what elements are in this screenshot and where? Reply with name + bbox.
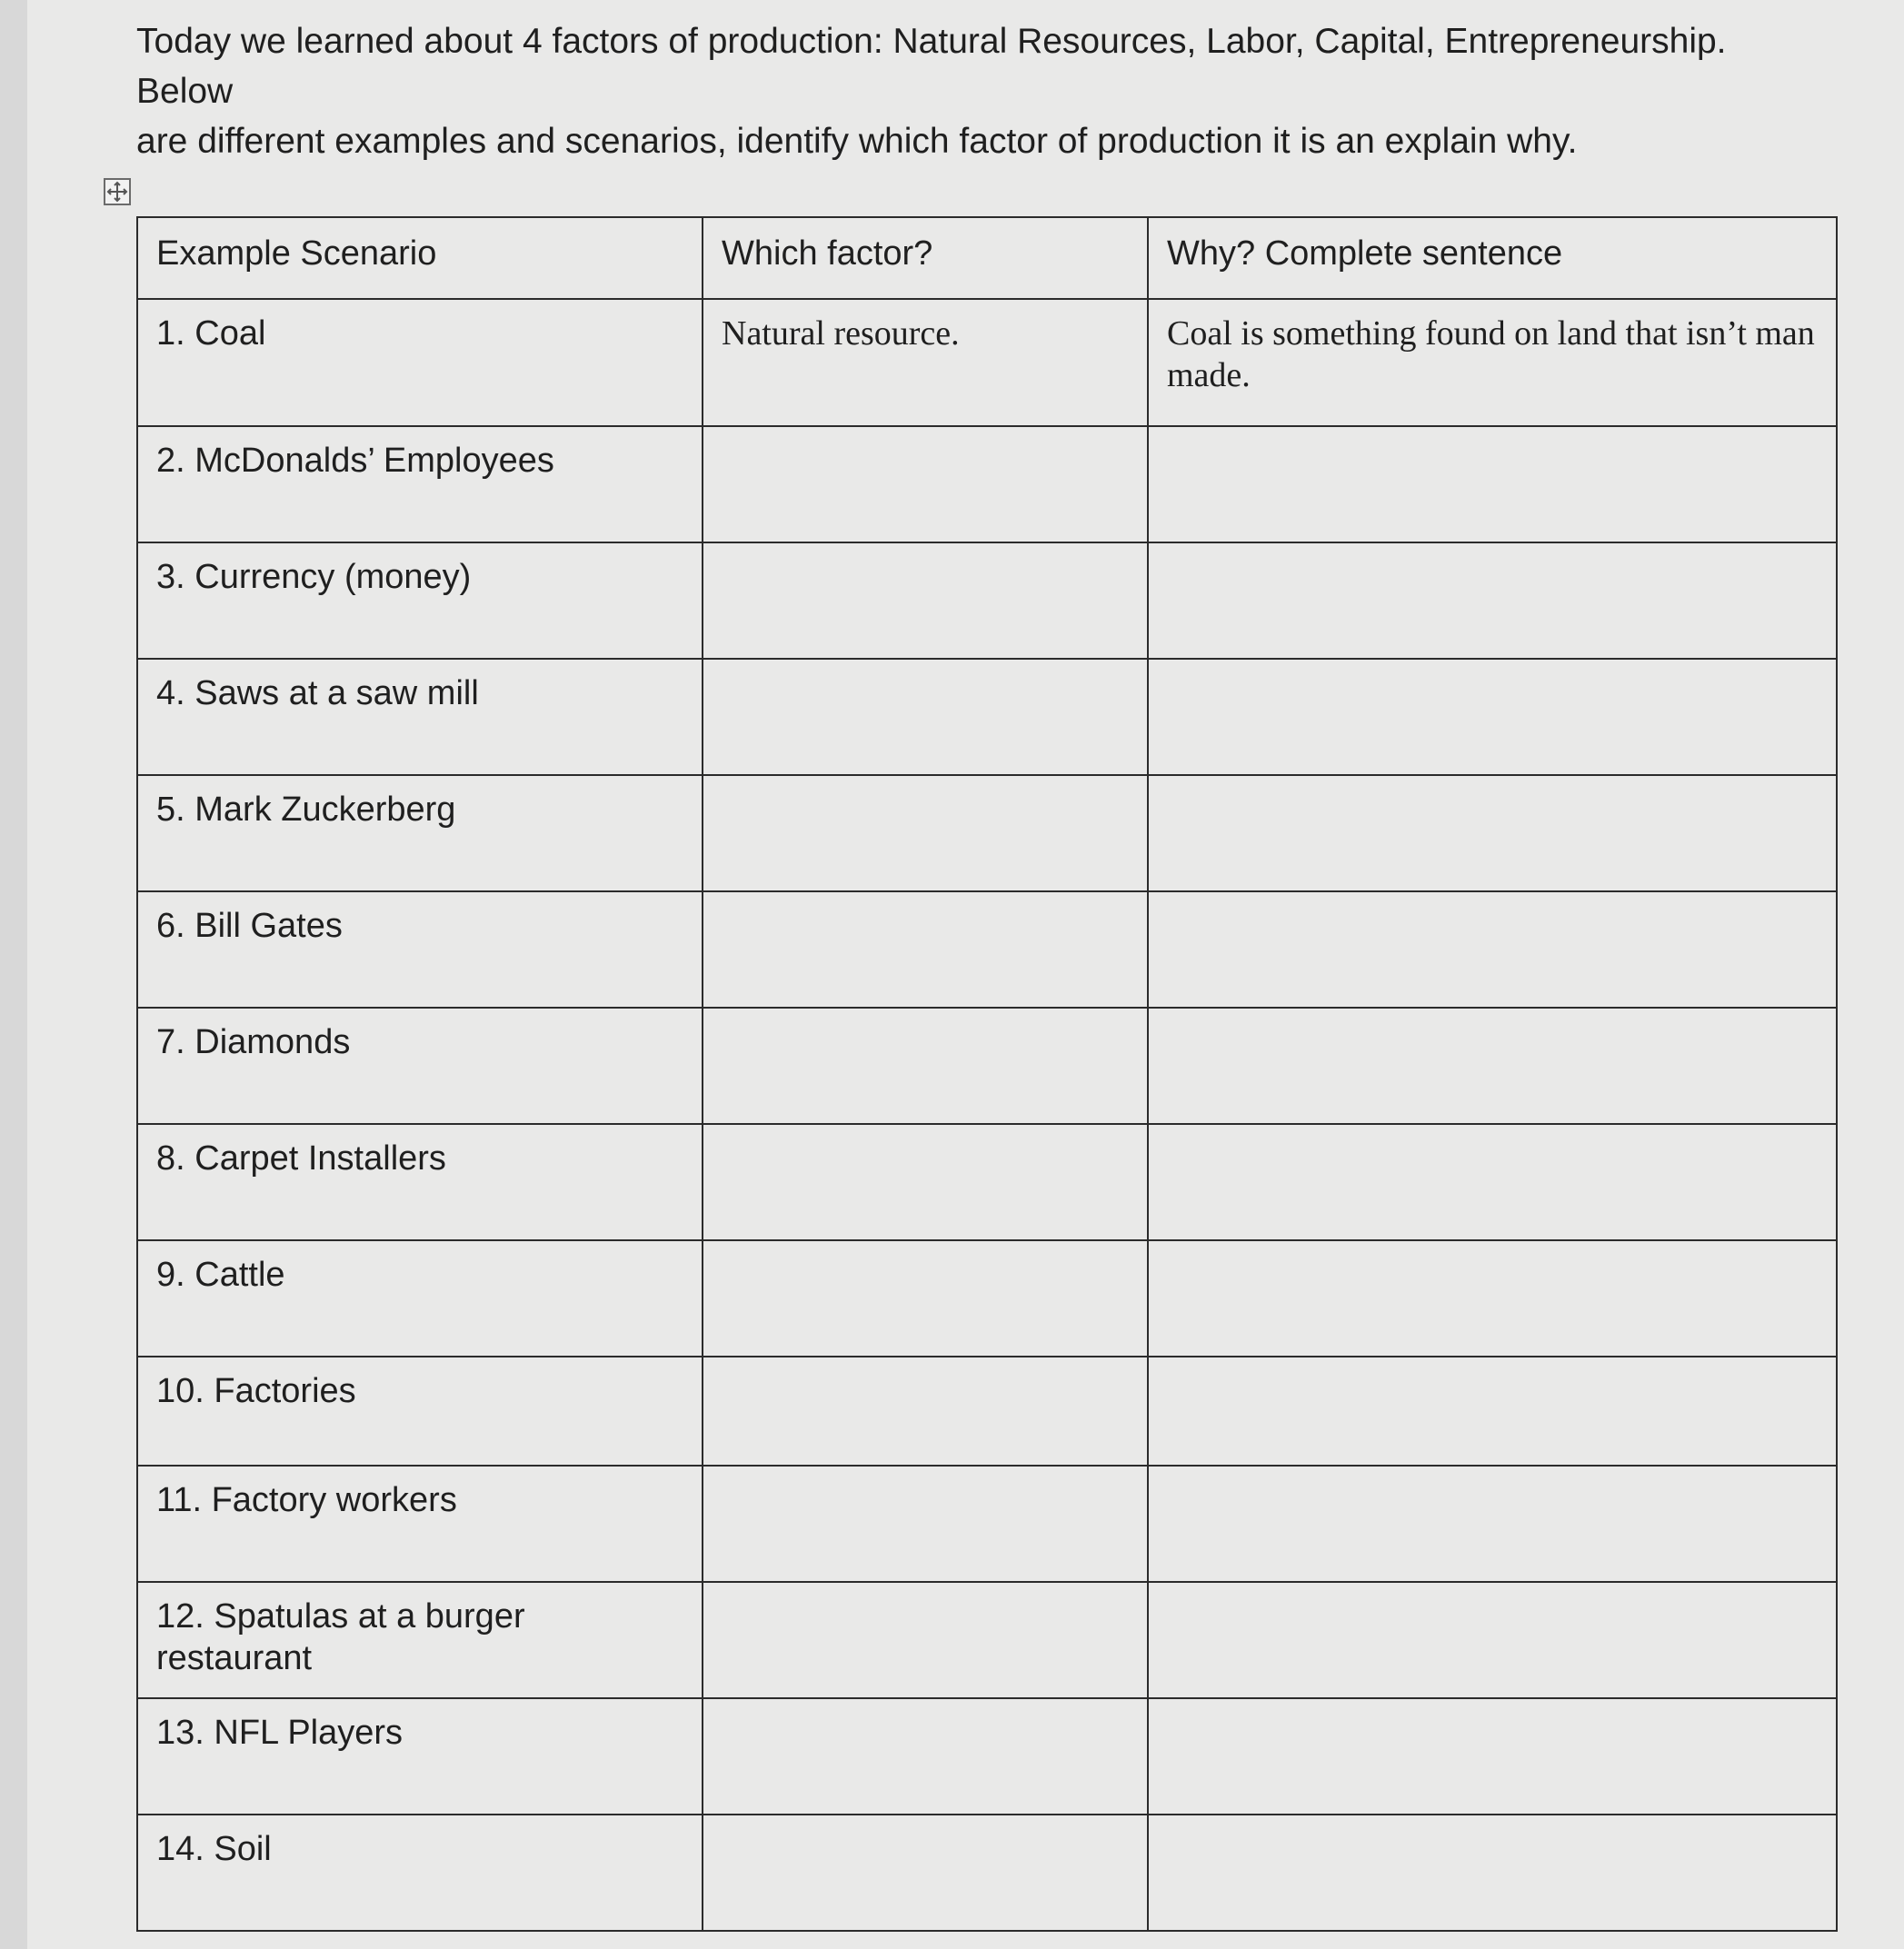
header-example-scenario: Example Scenario [137, 217, 703, 299]
scenario-cell: 1. Coal [137, 299, 703, 426]
scenario-cell: 6. Bill Gates [137, 891, 703, 1008]
scenario-cell: 7. Diamonds [137, 1008, 703, 1124]
factor-cell[interactable] [703, 775, 1148, 891]
scenario-cell: 3. Currency (money) [137, 542, 703, 659]
scenario-cell: 12. Spatulas at a burger restaurant [137, 1582, 703, 1698]
scenario-cell: 4. Saws at a saw mill [137, 659, 703, 775]
table-row [137, 1008, 1837, 1124]
table-row [137, 426, 1837, 542]
scenario-cell: 10. Factories [137, 1357, 703, 1466]
table-row [137, 659, 1837, 775]
factor-cell[interactable] [703, 1698, 1148, 1815]
scenario-cell: 5. Mark Zuckerberg [137, 775, 703, 891]
factor-cell[interactable] [703, 1815, 1148, 1931]
why-cell[interactable] [1148, 1815, 1837, 1931]
why-cell[interactable] [1148, 1582, 1837, 1698]
why-cell[interactable] [1148, 1008, 1837, 1124]
factor-cell[interactable] [703, 1466, 1148, 1582]
table-row [137, 1124, 1837, 1240]
table-row [137, 1815, 1837, 1931]
table-row [137, 542, 1837, 659]
why-cell[interactable] [1148, 659, 1837, 775]
table-row [137, 775, 1837, 891]
header-why: Why? Complete sentence [1148, 217, 1837, 299]
why-cell[interactable] [1148, 426, 1837, 542]
instructions-line-2: are different examples and scenarios, identify which factor of production it is an explain why. [136, 122, 1578, 161]
why-cell[interactable] [1148, 1466, 1837, 1582]
factor-cell[interactable] [703, 1357, 1148, 1466]
scenario-cell: 8. Carpet Installers [137, 1124, 703, 1240]
scenario-cell: 9. Cattle [137, 1240, 703, 1357]
why-cell[interactable] [1148, 775, 1837, 891]
why-cell[interactable] [1148, 542, 1837, 659]
why-cell[interactable] [1148, 1124, 1837, 1240]
scenario-cell: 11. Factory workers [137, 1466, 703, 1582]
factor-cell[interactable] [703, 1582, 1148, 1698]
table-row [137, 1698, 1837, 1815]
factor-cell[interactable] [703, 1124, 1148, 1240]
factor-cell[interactable] [703, 542, 1148, 659]
scenario-cell: 2. McDonalds’ Employees [137, 426, 703, 542]
table-header-row [137, 217, 1837, 299]
table-move-handle-icon[interactable] [104, 178, 131, 205]
why-cell[interactable] [1148, 891, 1837, 1008]
table-row [137, 891, 1837, 1008]
why-cell[interactable] [1148, 1240, 1837, 1357]
table-row [137, 1466, 1837, 1582]
instructions-paragraph [136, 16, 1818, 166]
table-row [137, 1357, 1837, 1466]
why-cell[interactable]: Coal is something found on land that isn’t man made. [1148, 299, 1837, 426]
header-which-factor: Which factor? [703, 217, 1148, 299]
table-row [137, 1582, 1837, 1698]
instructions-line-1: Today we learned about 4 factors of production: Natural Resources, Labor, Capital, Entrepreneurship. Below [136, 22, 1727, 111]
factor-cell[interactable] [703, 1240, 1148, 1357]
scenario-cell: 13. NFL Players [137, 1698, 703, 1815]
factor-cell[interactable] [703, 1008, 1148, 1124]
factor-cell[interactable]: Natural resource. [703, 299, 1148, 426]
table-row [137, 1240, 1837, 1357]
page-edge [0, 0, 27, 1949]
why-cell[interactable] [1148, 1357, 1837, 1466]
factor-cell[interactable] [703, 659, 1148, 775]
scenario-cell: 14. Soil [137, 1815, 703, 1931]
table-row [137, 299, 1837, 426]
why-cell[interactable] [1148, 1698, 1837, 1815]
factors-table [136, 216, 1838, 1932]
factor-cell[interactable] [703, 426, 1148, 542]
factor-cell[interactable] [703, 891, 1148, 1008]
